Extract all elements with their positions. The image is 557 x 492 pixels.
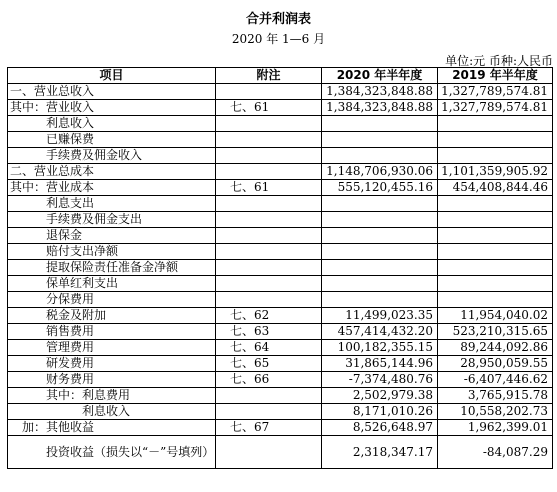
- row-value-2020: [322, 148, 438, 164]
- row-note: [216, 212, 322, 228]
- row-item: 手续费及佣金收入: [8, 148, 216, 164]
- row-item: 提取保险责任准备金净额: [8, 260, 216, 276]
- row-value-2019: 11,954,040.02: [438, 308, 553, 324]
- table-row: [8, 372, 553, 388]
- row-item: 赔付支出净额: [8, 244, 216, 260]
- row-note: 七、66: [216, 372, 322, 388]
- row-value-2020: [322, 292, 438, 308]
- row-value-2019: 28,950,059.55: [438, 356, 553, 372]
- row-value-2019: [438, 228, 553, 244]
- row-value-2020: [322, 212, 438, 228]
- row-item: 分保费用: [8, 292, 216, 308]
- row-value-2019: [438, 212, 553, 228]
- row-item: 利息收入: [8, 116, 216, 132]
- table-row: [8, 388, 553, 404]
- row-value-2020: 31,865,144.96: [322, 356, 438, 372]
- row-value-2019: -84,087.29: [438, 436, 553, 469]
- table-row: [8, 228, 553, 244]
- row-note: [216, 276, 322, 292]
- row-value-2020: [322, 132, 438, 148]
- row-note: 七、62: [216, 308, 322, 324]
- row-value-2020: 1,384,323,848.88: [322, 84, 438, 100]
- row-value-2019: [438, 132, 553, 148]
- row-note: [216, 132, 322, 148]
- row-note: [216, 228, 322, 244]
- row-value-2020: 1,384,323,848.88: [322, 100, 438, 116]
- currency-unit: 单位:元 币种:人民币: [445, 54, 553, 68]
- row-value-2020: 8,526,648.97: [322, 420, 438, 436]
- row-note: [216, 388, 322, 404]
- row-value-2020: -7,374,480.76: [322, 372, 438, 388]
- table-row: [8, 116, 553, 132]
- row-value-2019: [438, 260, 553, 276]
- row-value-2020: [322, 244, 438, 260]
- table-row: [8, 404, 553, 420]
- row-item: 投资收益（损失以“－”号填列）: [8, 436, 216, 469]
- row-value-2020: [322, 116, 438, 132]
- row-value-2020: 2,502,979.38: [322, 388, 438, 404]
- row-value-2019: 1,327,789,574.81: [438, 84, 553, 100]
- row-item: 利息支出: [8, 196, 216, 212]
- row-value-2019: -6,407,446.62: [438, 372, 553, 388]
- table-row: [8, 196, 553, 212]
- row-item: 财务费用: [8, 372, 216, 388]
- row-value-2020: 1,148,706,930.06: [322, 164, 438, 180]
- row-item: 已赚保费: [8, 132, 216, 148]
- row-note: [216, 404, 322, 420]
- row-value-2020: 8,171,010.26: [322, 404, 438, 420]
- table-row: [8, 308, 553, 324]
- row-value-2020: 100,182,355.15: [322, 340, 438, 356]
- row-value-2019: [438, 292, 553, 308]
- row-item: 其中：利息费用: [8, 388, 216, 404]
- row-value-2020: [322, 196, 438, 212]
- row-item: 其中：营业收入: [8, 100, 216, 116]
- row-item: 销售费用: [8, 324, 216, 340]
- row-value-2019: 3,765,915.78: [438, 388, 553, 404]
- row-note: 七、61: [216, 180, 322, 196]
- table-row: [8, 100, 553, 116]
- row-note: 七、61: [216, 100, 322, 116]
- table-row: [8, 180, 553, 196]
- header-note: 附注: [216, 68, 322, 84]
- header-2020: 2020 年半年度: [322, 68, 438, 84]
- row-item: 研发费用: [8, 356, 216, 372]
- row-item: 一、营业总收入: [8, 84, 216, 100]
- row-item: 利息收入: [8, 404, 216, 420]
- table-row: [8, 324, 553, 340]
- row-note: [216, 292, 322, 308]
- row-value-2019: 454,408,844.46: [438, 180, 553, 196]
- row-note: [216, 84, 322, 100]
- table-row: [8, 356, 553, 372]
- table-row: [8, 84, 553, 100]
- row-value-2019: [438, 148, 553, 164]
- row-item: 退保金: [8, 228, 216, 244]
- income-statement-table: [7, 67, 553, 469]
- table-row: [8, 420, 553, 436]
- row-item: 加：其他收益: [8, 420, 216, 436]
- table-row: [8, 148, 553, 164]
- row-value-2020: [322, 228, 438, 244]
- row-note: [216, 244, 322, 260]
- row-item: 其中：营业成本: [8, 180, 216, 196]
- table-row: [8, 212, 553, 228]
- row-note: 七、64: [216, 340, 322, 356]
- row-value-2020: [322, 260, 438, 276]
- row-value-2020: 457,414,432.20: [322, 324, 438, 340]
- table-row: [8, 276, 553, 292]
- row-item: 税金及附加: [8, 308, 216, 324]
- row-value-2019: 523,210,315.65: [438, 324, 553, 340]
- row-item: 管理费用: [8, 340, 216, 356]
- table-row: [8, 436, 553, 469]
- row-note: 七、67: [216, 420, 322, 436]
- header-row: [8, 68, 553, 84]
- row-note: 七、65: [216, 356, 322, 372]
- row-value-2019: 1,962,399.01: [438, 420, 553, 436]
- row-value-2020: 11,499,023.35: [322, 308, 438, 324]
- table-row: [8, 132, 553, 148]
- row-note: [216, 436, 322, 469]
- header-2019: 2019 年半年度: [438, 68, 553, 84]
- row-note: [216, 260, 322, 276]
- row-item: 手续费及佣金支出: [8, 212, 216, 228]
- row-value-2019: 1,101,359,905.92: [438, 164, 553, 180]
- row-note: [216, 196, 322, 212]
- row-note: [216, 164, 322, 180]
- row-value-2020: [322, 276, 438, 292]
- row-value-2019: [438, 276, 553, 292]
- row-value-2020: 2,318,347.17: [322, 436, 438, 469]
- row-item: 二、营业总成本: [8, 164, 216, 180]
- row-value-2019: 89,244,092.86: [438, 340, 553, 356]
- row-note: [216, 116, 322, 132]
- row-value-2019: 10,558,202.73: [438, 404, 553, 420]
- row-item: 保单红利支出: [8, 276, 216, 292]
- statement-period: 2020 年 1—6 月: [231, 32, 326, 46]
- table-row: [8, 340, 553, 356]
- table-row: [8, 260, 553, 276]
- row-value-2019: 1,327,789,574.81: [438, 100, 553, 116]
- row-value-2019: [438, 244, 553, 260]
- header-item: 项目: [8, 68, 216, 84]
- table-row: [8, 244, 553, 260]
- row-note: 七、63: [216, 324, 322, 340]
- table-body: [8, 84, 553, 469]
- row-value-2020: 555,120,455.16: [322, 180, 438, 196]
- table-row: [8, 292, 553, 308]
- row-value-2019: [438, 116, 553, 132]
- table-row: [8, 164, 553, 180]
- statement-title: 合并利润表: [245, 12, 311, 27]
- row-value-2019: [438, 196, 553, 212]
- row-note: [216, 148, 322, 164]
